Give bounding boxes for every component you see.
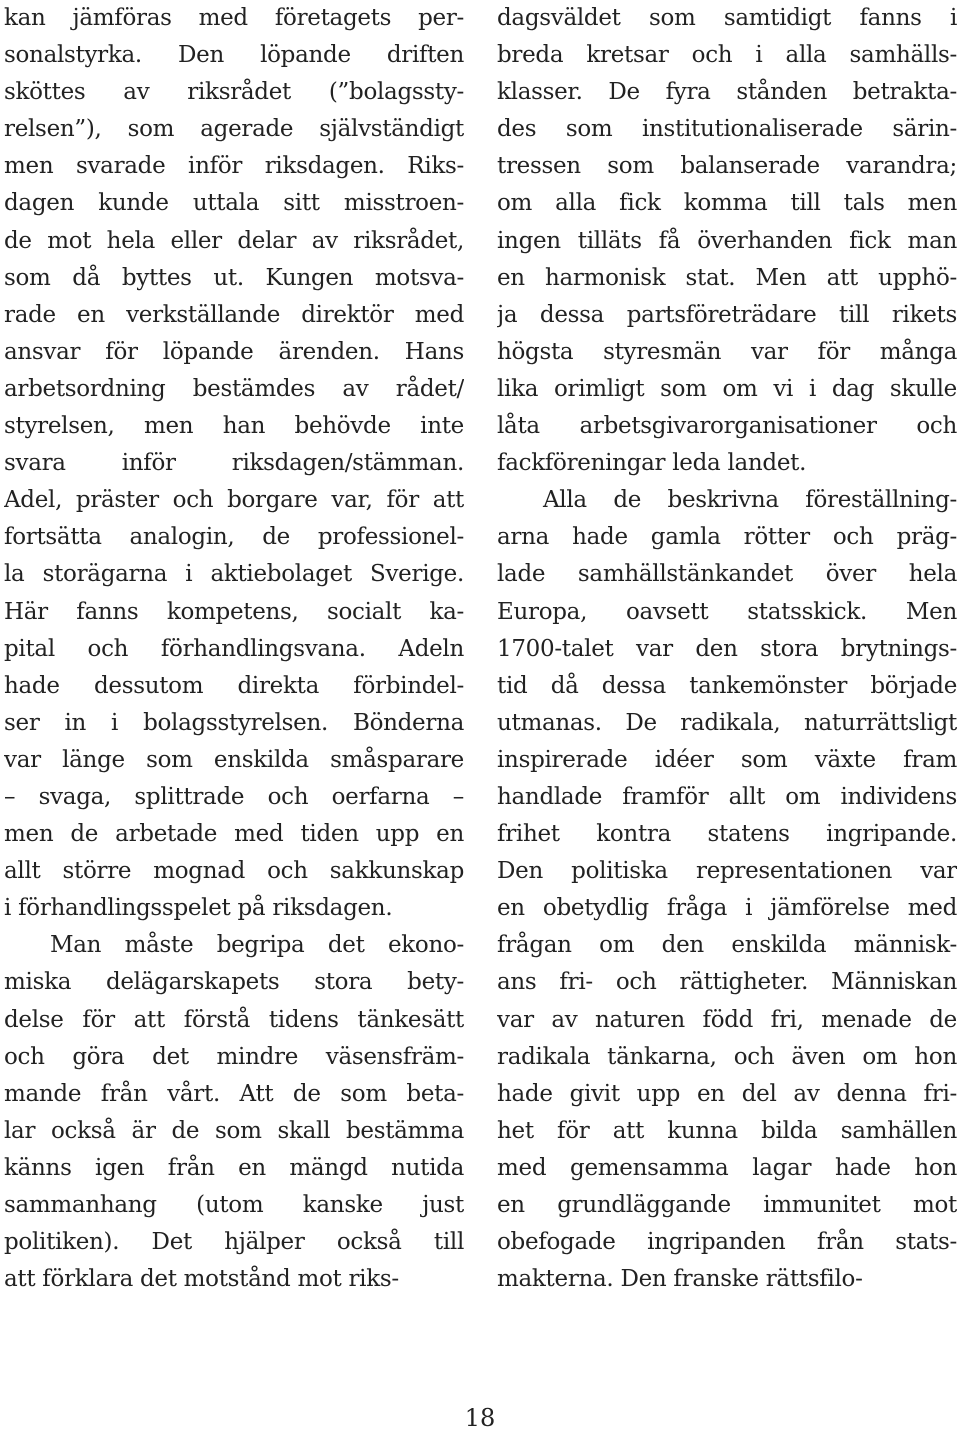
text-line: men svarade inför riksdagen. Riks- bbox=[4, 153, 464, 180]
text-line: Här fanns kompetens, socialt ka- bbox=[4, 598, 464, 625]
text-line: allt större mognad och sakkunskap bbox=[4, 858, 464, 885]
text-line: politiken). Det hjälper också till bbox=[4, 1229, 464, 1256]
text-line: dagsväldet som samtidigt fanns i bbox=[497, 5, 957, 31]
text-line: 1700-talet var den stora brytnings- bbox=[497, 635, 957, 662]
text-line: arbetsordning bestämdes av rådet/ bbox=[4, 375, 464, 402]
text-line: högsta styresmän var för många bbox=[497, 338, 957, 365]
text-line: att förklara det motstånd mot riks- bbox=[4, 1266, 399, 1293]
text-line: var länge som enskilda småsparare bbox=[4, 746, 464, 773]
text-line: med gemensamma lagar hade hon bbox=[497, 1154, 957, 1181]
text-line: Alla de beskrivna föreställning- bbox=[543, 487, 957, 514]
text-line: Den politiska representationen var bbox=[497, 858, 957, 885]
text-line: styrelsen, men han behövde inte bbox=[4, 413, 464, 440]
text-line: ingen tilläts få överhanden fick man bbox=[497, 227, 957, 254]
text-line: het för att kunna bilda samhällen bbox=[497, 1117, 957, 1144]
text-line: mande från vårt. Att de som beta- bbox=[4, 1080, 464, 1107]
text-line: en grundläggande immunitet mot bbox=[497, 1192, 957, 1218]
text-line: handlade framför allt om individens bbox=[497, 783, 957, 810]
text-line: en harmonisk stat. Men att upphö- bbox=[497, 264, 957, 291]
text-line: en obetydlig fråga i jämförelse med bbox=[497, 895, 957, 922]
text-line: breda kretsar och i alla samhälls- bbox=[497, 42, 957, 69]
text-line: radikala tänkarna, och även om hon bbox=[497, 1043, 957, 1070]
text-line: sonalstyrka. Den löpande driften bbox=[4, 42, 464, 69]
text-line: ans fri- och rättigheter. Människan bbox=[497, 969, 957, 996]
text-line: klasser. De fyra stånden betrakta- bbox=[497, 79, 957, 106]
text-line: utmanas. De radikala, naturrättsligt bbox=[497, 709, 957, 736]
text-line: men de arbetade med tiden upp en bbox=[4, 821, 464, 848]
text-line: Europa, oavsett statsskick. Men bbox=[497, 598, 957, 625]
text-line: känns igen från en mängd nutida bbox=[4, 1154, 464, 1181]
text-line: – svaga, splittrade och oerfarna – bbox=[4, 783, 464, 810]
text-line: dagen kunde uttala sitt misstroen- bbox=[4, 190, 464, 217]
text-line: makterna. Den franske rättsfilo- bbox=[497, 1266, 863, 1293]
text-line: Adel, präster och borgare var, för att bbox=[4, 487, 464, 514]
text-line: inspirerade idéer som växte fram bbox=[497, 746, 957, 773]
text-line: var av naturen född fri, menade de bbox=[497, 1006, 957, 1033]
text-line: la storägarna i aktiebolaget Sverige. bbox=[4, 561, 464, 588]
text-line: delse för att förstå tidens tänkesätt bbox=[4, 1006, 464, 1033]
text-line: hade givit upp en del av denna fri- bbox=[497, 1080, 957, 1107]
text-line: sköttes av riksrådet (”bolagssty- bbox=[4, 79, 464, 106]
page-number: 18 bbox=[464, 1404, 496, 1432]
text-line: obefogade ingripanden från stats- bbox=[497, 1229, 957, 1256]
text-line: om alla fick komma till tals men bbox=[497, 190, 957, 217]
text-line: frihet kontra statens ingripande. bbox=[497, 821, 957, 848]
text-line: svara inför riksdagen/stämman. bbox=[4, 450, 464, 477]
text-line: tressen som balanserade varandra; bbox=[497, 153, 957, 180]
text-line: sammanhang (utom kanske just bbox=[4, 1192, 464, 1218]
text-line: lar också är de som skall bestämma bbox=[4, 1117, 464, 1144]
text-line: fortsätta analogin, de professionel- bbox=[4, 524, 464, 551]
text-line: hade dessutom direkta förbindel- bbox=[4, 672, 464, 699]
text-line: ansvar för löpande ärenden. Hans bbox=[4, 338, 464, 365]
text-line: rade en verkställande direktör med bbox=[4, 301, 464, 328]
left-text-column bbox=[4, 0, 464, 1298]
text-line: relsen”), som agerade självständigt bbox=[4, 116, 464, 143]
text-line: fackföreningar leda landet. bbox=[497, 450, 807, 477]
text-line: tid då dessa tankemönster började bbox=[497, 672, 957, 699]
text-line: Man måste begripa det ekono- bbox=[50, 932, 464, 959]
text-line: lika orimligt som om vi i dag skulle bbox=[497, 375, 957, 402]
text-line: ser in i bolagsstyrelsen. Bönderna bbox=[4, 709, 464, 736]
right-text-column bbox=[497, 0, 957, 1298]
text-line: arna hade gamla rötter och präg- bbox=[497, 524, 957, 551]
text-line: i förhandlingsspelet på riksdagen. bbox=[4, 895, 393, 922]
text-line: låta arbetsgivarorganisationer och bbox=[497, 413, 957, 440]
text-line: frågan om den enskilda människ- bbox=[497, 932, 957, 959]
text-line: pital och förhandlingsvana. Adeln bbox=[4, 635, 464, 662]
text-line: lade samhällstänkandet över hela bbox=[497, 561, 957, 588]
text-line: kan jämföras med företagets per- bbox=[4, 5, 464, 31]
text-line: som då byttes ut. Kungen motsva- bbox=[4, 264, 464, 291]
text-line: ja dessa partsföreträdare till rikets bbox=[497, 301, 957, 328]
text-line: miska delägarskapets stora bety- bbox=[4, 969, 464, 996]
text-line: des som institutionaliserade särin- bbox=[497, 116, 957, 143]
text-line: och göra det mindre väsensfräm- bbox=[4, 1043, 464, 1070]
text-line: de mot hela eller delar av riksrådet, bbox=[4, 227, 464, 254]
